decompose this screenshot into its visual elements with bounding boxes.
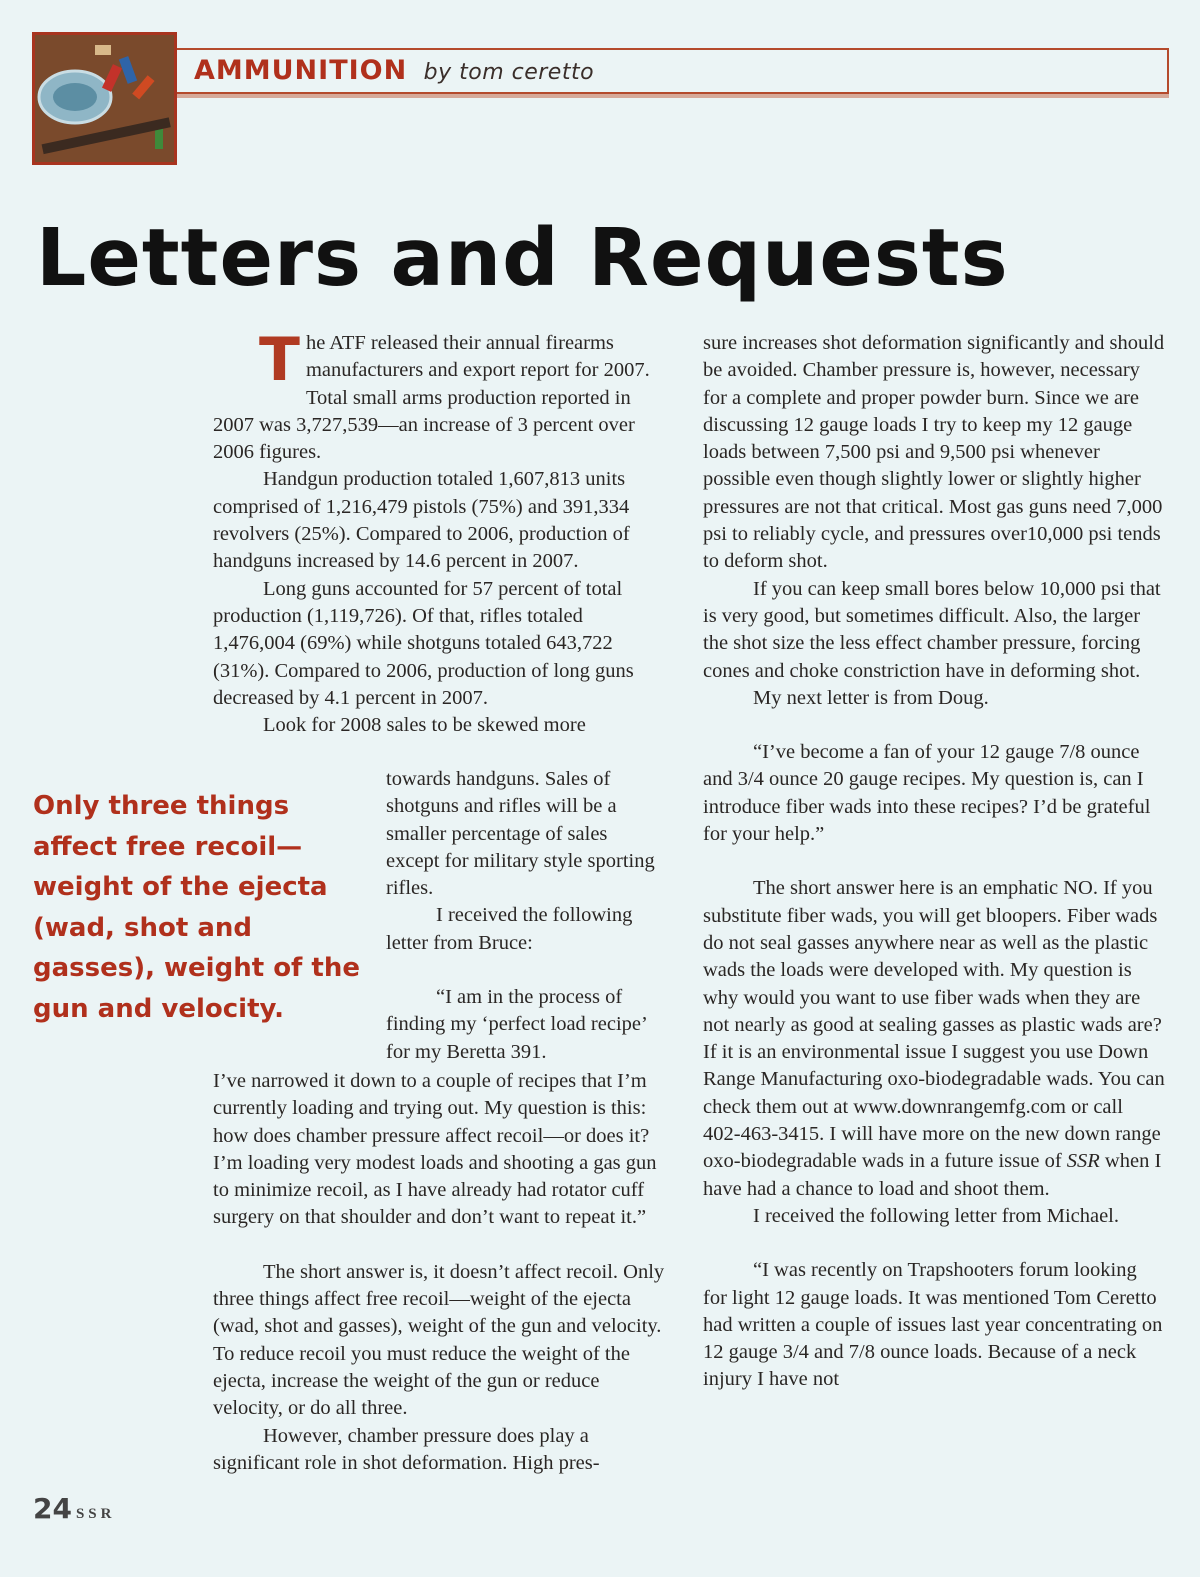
paragraph: Look for 2008 sales to be skewed more: [263, 714, 586, 737]
paragraph: However, chamber pressure does play a significant role in shot deformation. High pres-: [213, 1424, 600, 1474]
paragraph: My next letter is from Doug.: [753, 686, 989, 709]
paragraph: I received the following letter from Bruce:: [386, 904, 633, 954]
paragraph: I received the following letter from Michael.: [753, 1204, 1120, 1227]
paragraph: Long guns accounted for 57 percent of total production (1,119,726). Of that, rifles totaled 1,476,004 (69%) while shotguns totaled 643,722 (31%). Compared to 2006, production of long guns decreased by 4.1 percent in 2007.: [213, 577, 634, 709]
article-column-left-mid: [386, 766, 666, 1066]
intro-paragraph: [213, 325, 661, 466]
paragraph: towards handguns. Sales of shotguns and rifles will be a smaller percentage of sales except for military style sporting rifles.: [386, 768, 655, 900]
magazine-name: SSR: [75, 1506, 116, 1522]
article-column-left-bottom: [213, 1068, 668, 1477]
section-thumbnail-photo: [32, 32, 177, 165]
letter-quote: “I’ve become a fan of your 12 gauge 7/8 ounce and 3/4 ounce 20 gauge recipes. My question is, can I introduce fiber wads into these recipes? I’d be grateful for your help.”: [703, 741, 1151, 846]
letter-quote: I’ve narrowed it down to a couple of recipes that I’m currently loading and trying out. My question is this: how does chamber pressure affect recoil—or does it? I’m loading very modest loads and shooting a gas gun to minimize recoil, as I have already had rotator cuff surgery on that shoulder and don’t want to repeat it.”: [213, 1070, 657, 1229]
page-number: 24: [33, 1492, 72, 1525]
byline: by tom ceretto: [423, 60, 595, 85]
paragraph: sure increases shot deformation significantly and should be avoided. Chamber pressure is, however, necessary for a complete and proper powder burn. Since we are discussing 12 gauge loads I try to keep my 12 gauge loads between 7,500 psi and 9,500 psi whenever possible even though slightly lower or slightly higher pressures are not that critical. Most gas guns need 7,000 psi to reliably cycle, and pressures over10,000 psi tends to deform shot.: [703, 332, 1165, 573]
paragraph: Handgun production totaled 1,607,813 units comprised of 1,216,479 pistols (75%) and 391,334 revolvers (25%). Compared to 2006, production of handguns increased by 14.6 percent in 2007.: [213, 468, 630, 573]
paragraph: [703, 875, 1165, 1203]
letter-quote: “I am in the process of finding my ‘perfect load recipe’ for my Beretta 391.: [386, 986, 647, 1063]
paragraph: The short answer is, it doesn’t affect recoil. Only three things affect free recoil—weight of the ejecta (wad, shot and gasses), weight of the gun and velocity. To reduce recoil you must reduce the weight of the ejecta, increase the weight of the gun or reduce velocity, or do all three.: [213, 1260, 665, 1420]
pull-quote: Only three things affect free recoil—weight of the ejecta (wad, shot and gasses), weight of the gun and velocity.: [33, 791, 360, 1024]
article-column-right: [703, 330, 1165, 1394]
article-title: Letters and Requests: [36, 212, 1009, 304]
paragraph: If you can keep small bores below 10,000 psi that is very good, but sometimes difficult. Also, the larger the shot size the less effect chamber pressure, forcing cones and choke constriction have in deforming shot.: [703, 577, 1161, 682]
letter-quote: “I was recently on Trapshooters forum looking for light 12 gauge loads. It was mentioned Tom Ceretto had written a couple of issues last year concentrating on 12 gauge 3/4 and 7/8 ounce loads. Because of a neck injury I have not: [703, 1259, 1163, 1391]
section-name: AMMUNITION: [194, 55, 408, 86]
article-column-left-top: [213, 325, 661, 739]
intro-text: he ATF released their annual firearms manufacturers and export report for 2007. Total small arms production reported in 2007 was 3,727,539—an increase of 3 percent over 2006 figures.: [213, 332, 650, 464]
paragraph-text: The short answer here is an emphatic NO. If you substitute fiber wads, you will get bloopers. Fiber wads do not seal gasses anywhere near as well as the plastic wads the loads were developed with. My question is why would you want to use fiber wads when they are not nearly as good at sealing gasses as plastic wads are? If it is an environmental issue I suggest you use Down Range Manufacturing oxo-biodegradable wads. You can check them out at www.downrangemfg.com or call 402-463-3415. I will have more on the new down range oxo-biodegradable wads in a future issue of: [703, 877, 1165, 1173]
paragraph-text-end: when I have had a chance to load and shoot them.: [703, 1150, 1162, 1200]
magazine-name-italic: SSR: [1066, 1150, 1100, 1173]
section-label: [194, 55, 594, 86]
drop-cap: T: [259, 325, 300, 395]
page-folio: [33, 1492, 116, 1525]
